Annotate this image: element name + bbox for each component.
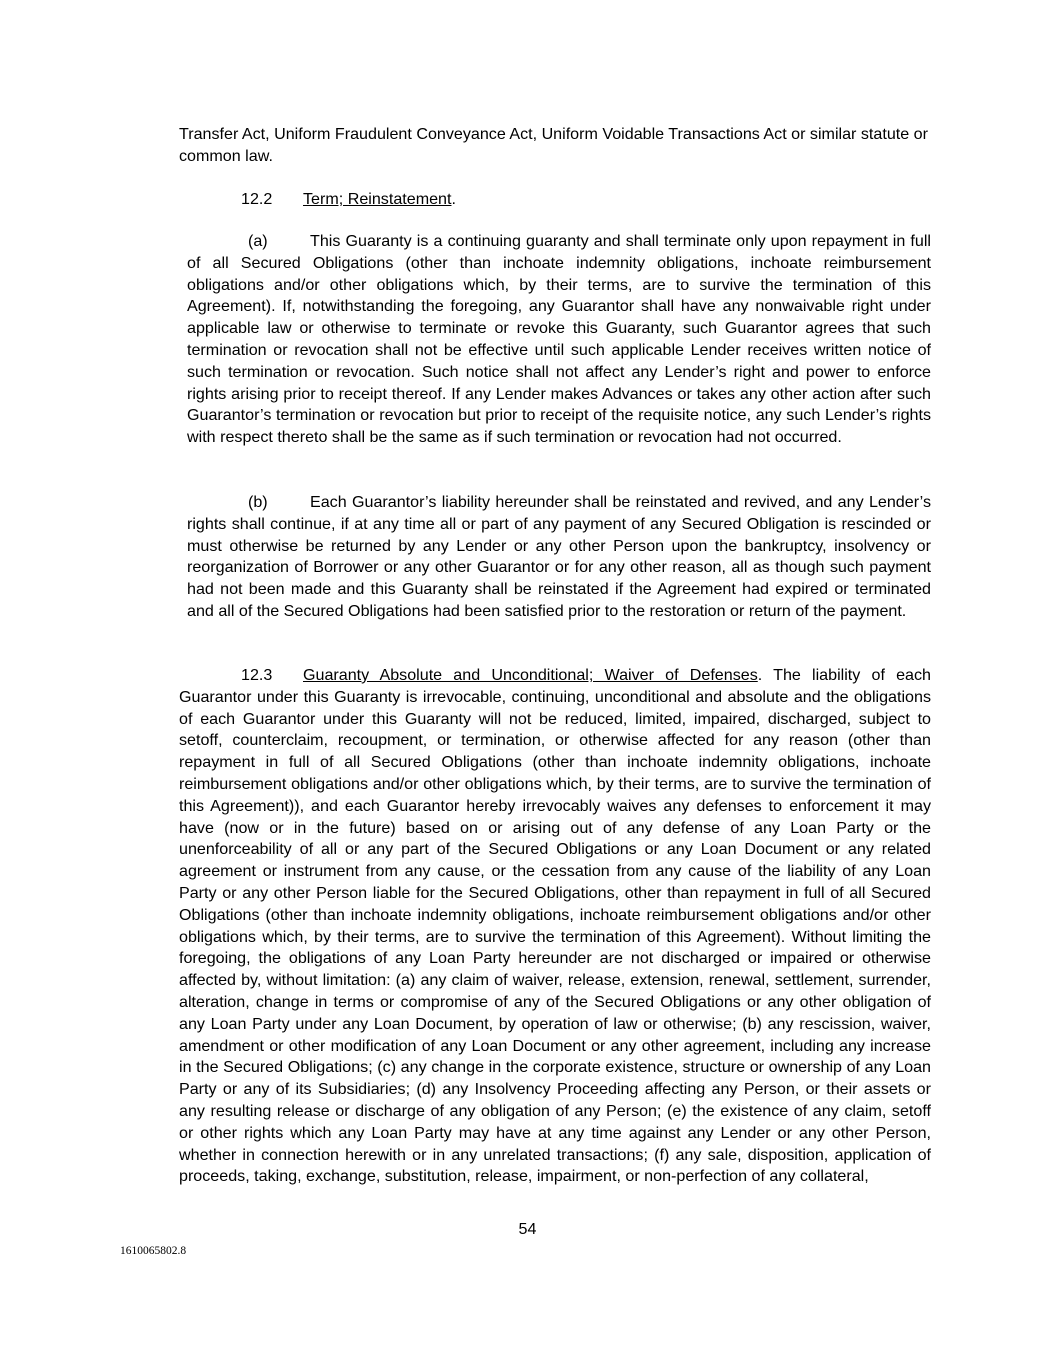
paragraph-a-label: (a) bbox=[248, 232, 268, 250]
section-12-2-heading bbox=[241, 189, 841, 211]
section-12-3-text: . The liability of each Guarantor under this Guaranty is irrevocable, continuing, unconditional and absolute and the obligations of each Guarantor under this Guaranty will not be reduced, limited, impaired, discharged, subject to setoff, counterclaim, recoupment, or termination, or otherwise affected for any reason (other than repayment in full of all Secured Obligations (other than inchoate indemnity obligations, inchoate reimbursement obligations and/or other obligations which, by their terms, are to survive the termination of this Agreement)), and each Guarantor hereby irrevocably waives any defenses to enforcement it may have (now or in the future) based on or arising out of any defense of any Loan Party or the unenforceability of all or any part of the Secured Obligations or any Loan Document or any related agreement or instrument from any cause, or the cessation from any cause of the liability of any Loan Party or any other Person liable for the Secured Obligations, other than repayment in full of all Secured Obligations (other than inchoate indemnity obligations, inchoate reimbursement obligations and/or other obligations which, by their terms, are to survive the termination of this Agreement). Without limiting the foregoing, the obligations of any Loan Party hereunder are not discharged or impaired or otherwise affected by, without limitation: (a) any claim of waiver, release, extension, renewal, settlement, surrender, alteration, change in terms or compromise of any of the Secured Obligations or any other obligation of any Loan Party under any Loan Document, by operation of law or otherwise; (b) any rescission, waiver, amendment or other modification of any Loan Document or any other agreement, including any increase in the Secured Obligations; (c) any change in the corporate existence, structure or ownership of any Loan Party or any of its Subsidiaries; (d) any Insolvency Proceeding affecting any Person, or their assets or any resulting release or discharge of any obligation of any Person; (e) the existence of any claim, setoff or other rights which any Loan Party may have at any time against any Lender or any other Person, whether in connection herewith or in any unrelated transactions; (f) any sale, disposition, application of proceeds, taking, exchange, substitution, release, impairment, or non-perfection of any collateral, bbox=[179, 666, 931, 1186]
section-12-2-title-suffix: . bbox=[451, 190, 456, 208]
intro-paragraph bbox=[179, 124, 931, 168]
paragraph-a-text: This Guaranty is a continuing guaranty and shall terminate only upon repayment in full of all Secured Obligations (other than inchoate indemnity obligations, inchoate reimbursement obligations and/or other obligations which, by their terms, are to survive the termination of this Agreement). If, notwithstanding the foregoing, any Guarantor shall have any nonwaivable right under applicable law or otherwise to terminate or revoke this Guaranty, such Guarantor agrees that such termination or revocation shall not be effective until such applicable Lender receives written notice of such termination or revocation. Such notice shall not affect any Lender’s right and power to enforce rights arising prior to receipt thereof. If any Lender makes Advances or takes any other action after such Guarantor’s termination or revocation but prior to receipt of the requisite notice, any such Lender’s rights with respect thereto shall be the same as if such termination or revocation had not occurred. bbox=[187, 232, 931, 447]
paragraph-b bbox=[187, 492, 931, 623]
paragraph-b-label: (b) bbox=[248, 493, 268, 511]
section-12-2-number: 12.2 bbox=[241, 190, 273, 208]
section-12-3-paragraph bbox=[179, 665, 931, 1188]
paragraph-a bbox=[187, 231, 931, 449]
section-12-2-title: Term; Reinstatement bbox=[303, 190, 452, 208]
section-12-3-number: 12.3 bbox=[241, 666, 273, 684]
document-id: 1610065802.8 bbox=[120, 1245, 187, 1257]
section-12-3-title: Guaranty Absolute and Unconditional; Waiver of Defenses bbox=[303, 666, 758, 684]
paragraph-b-text: Each Guarantor’s liability hereunder shall be reinstated and revived, and any Lender’s rights shall continue, if at any time all or part of any payment of any Secured Obligation is rescinded or must otherwise be returned by any Lender or any other Person upon the bankruptcy, insolvency or reorganization of Borrower or any other Guarantor or for any other reason, all as though such payment had not been made and this Guaranty shall be reinstated if the Agreement had expired or terminated and all of the Secured Obligations had been satisfied prior to the restoration or return of the payment. bbox=[187, 493, 931, 620]
intro-text: Transfer Act, Uniform Fraudulent Conveyance Act, Uniform Voidable Transactions Act or similar statute or common law. bbox=[179, 125, 928, 165]
page-number: 54 bbox=[518, 1220, 537, 1238]
